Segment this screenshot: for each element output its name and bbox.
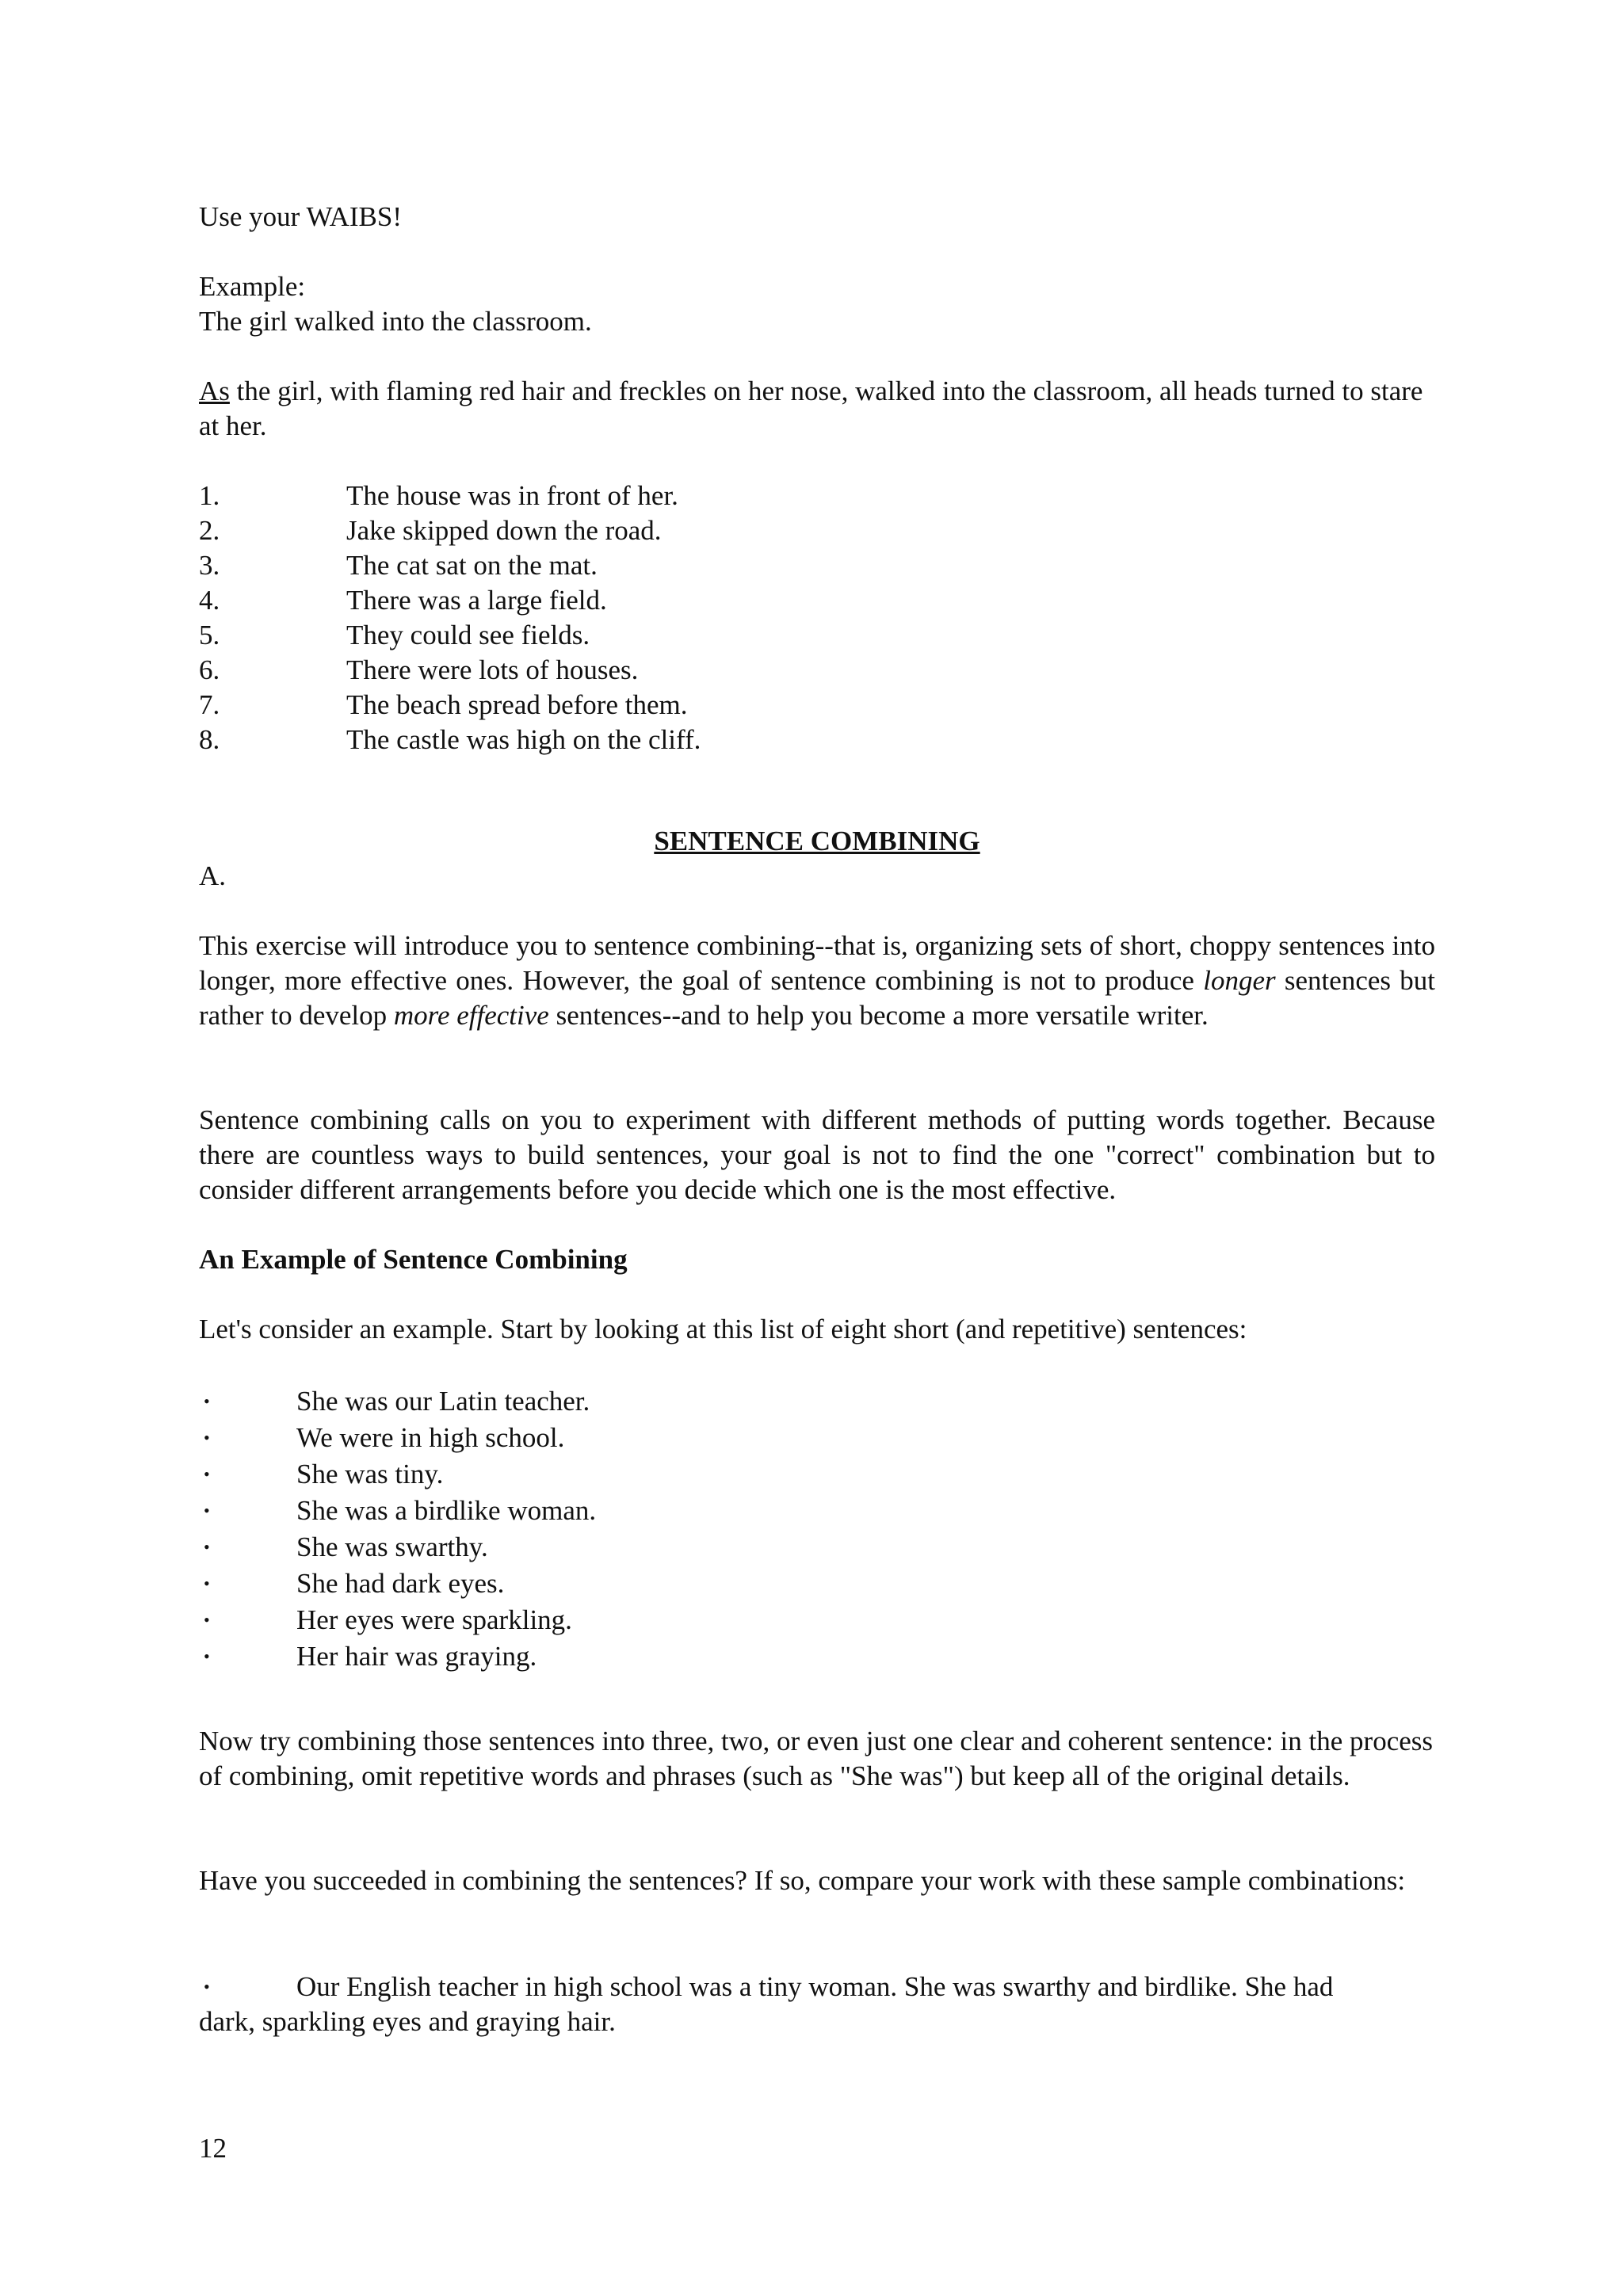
list-text: Jake skipped down the road. xyxy=(346,515,662,546)
paragraph-try-combining: Now try combining those sentences into three, two, or even just one clear and coherent sentence: in the process of combining, omit repetitive words and phrases (such as "She was") but keep all of the original details. xyxy=(199,1726,1434,1791)
list-item xyxy=(199,1456,1435,1493)
list-item xyxy=(199,1383,1435,1420)
list-item xyxy=(199,1602,1435,1638)
list-item xyxy=(199,653,1435,688)
paragraph-text: This exercise will introduce you to sentence combining--that is, organizing sets of short, choppy sentences into longer, more effective ones. However, the goal of sentence combining is not to produce xyxy=(199,930,1435,996)
list-item xyxy=(199,618,1435,653)
expanded-example-text: the girl, with flaming red hair and freckles on her nose, walked into the classroom, all heads turned to stare at her. xyxy=(199,376,1423,441)
bullet-text: She had dark eyes. xyxy=(296,1568,505,1599)
bullet-list xyxy=(199,1383,1435,1675)
bullet-icon: • xyxy=(204,1977,210,1997)
bullet-icon: • xyxy=(204,1537,210,1557)
list-text: There were lots of houses. xyxy=(346,654,639,685)
emphasis-longer: longer xyxy=(1203,965,1276,996)
list-item xyxy=(199,723,1435,757)
sample-text: dark, sparkling eyes and graying hair. xyxy=(199,2006,616,2037)
bullet-icon: • xyxy=(204,1501,210,1520)
list-item xyxy=(199,583,1435,618)
bullet-icon: • xyxy=(204,1464,210,1484)
list-item xyxy=(199,513,1435,548)
section-title-text: SENTENCE COMBINING xyxy=(654,826,980,856)
bullet-text: She was a birdlike woman. xyxy=(296,1495,597,1526)
list-number: 7. xyxy=(199,689,220,720)
bullet-text: Her eyes were sparkling. xyxy=(296,1604,572,1635)
intro-line: Use your WAIBS! xyxy=(199,201,403,232)
list-text: The castle was high on the cliff. xyxy=(346,724,701,755)
list-item xyxy=(199,479,1435,513)
list-number: 1. xyxy=(199,480,220,511)
list-item xyxy=(199,1420,1435,1456)
bullet-text: She was our Latin teacher. xyxy=(296,1386,590,1417)
section-title xyxy=(199,824,1435,859)
underlined-as: As xyxy=(199,376,230,406)
list-text: The beach spread before them. xyxy=(346,689,688,720)
list-text: They could see fields. xyxy=(346,620,590,650)
list-number: 6. xyxy=(199,654,220,685)
list-item xyxy=(199,688,1435,723)
bullet-icon: • xyxy=(204,1610,210,1630)
example-label: Example: xyxy=(199,271,306,302)
list-text: The cat sat on the mat. xyxy=(346,550,598,581)
paragraph-intro xyxy=(199,929,1435,1033)
list-item xyxy=(199,1529,1435,1566)
bullet-icon: • xyxy=(204,1646,210,1666)
sample-second-line xyxy=(199,2004,1435,2039)
numbered-list xyxy=(199,479,1435,757)
page-number: 12 xyxy=(199,2133,227,2164)
list-item xyxy=(199,1493,1435,1529)
list-number: 2. xyxy=(199,515,220,546)
list-text: The house was in front of her. xyxy=(346,480,678,511)
list-number: 3. xyxy=(199,550,220,581)
sample-text: Our English teacher in high school was a tiny woman. She was swarthy and birdlike. She had xyxy=(296,1971,1334,2002)
example-sentence: The girl walked into the classroom. xyxy=(199,306,592,337)
bullet-icon: • xyxy=(204,1428,210,1447)
list-text: There was a large field. xyxy=(346,585,607,616)
paragraph-text: sentences but rather to develop xyxy=(199,965,1436,1031)
paragraph-text: sentences--and to help you become a more versatile writer. xyxy=(548,1000,1209,1031)
subheading: An Example of Sentence Combining xyxy=(199,1244,628,1275)
section-letter: A. xyxy=(199,860,227,891)
expanded-example xyxy=(199,374,1435,444)
emphasis-more-effective: more effective xyxy=(393,1000,549,1031)
paragraph-succeeded: Have you succeeded in combining the sentences? If so, compare your work with these sample combinations: xyxy=(199,1865,1406,1896)
list-item xyxy=(199,1638,1435,1675)
sample-first-line xyxy=(199,1970,1435,2004)
list-item xyxy=(199,1566,1435,1602)
bullet-text: Her hair was graying. xyxy=(296,1641,537,1672)
list-number: 4. xyxy=(199,585,220,616)
bullet-icon: • xyxy=(204,1391,210,1411)
bullet-text: She was tiny. xyxy=(296,1459,444,1489)
bullet-text: We were in high school. xyxy=(296,1422,565,1453)
bullet-icon: • xyxy=(204,1573,210,1593)
list-number: 8. xyxy=(199,724,220,755)
list-item xyxy=(199,548,1435,583)
paragraph-methods: Sentence combining calls on you to experiment with different methods of putting words together. Because there are countless ways to build sentences, your goal is not to find the one "correct" combination but to consider different arrangements before you decide which one is the most effective. xyxy=(199,1104,1435,1205)
list-number: 5. xyxy=(199,620,220,650)
bullet-text: She was swarthy. xyxy=(296,1531,488,1562)
sample-combination xyxy=(199,1970,1435,2039)
paragraph-consider: Let's consider an example. Start by looking at this list of eight short (and repetitive) sentences: xyxy=(199,1314,1247,1344)
